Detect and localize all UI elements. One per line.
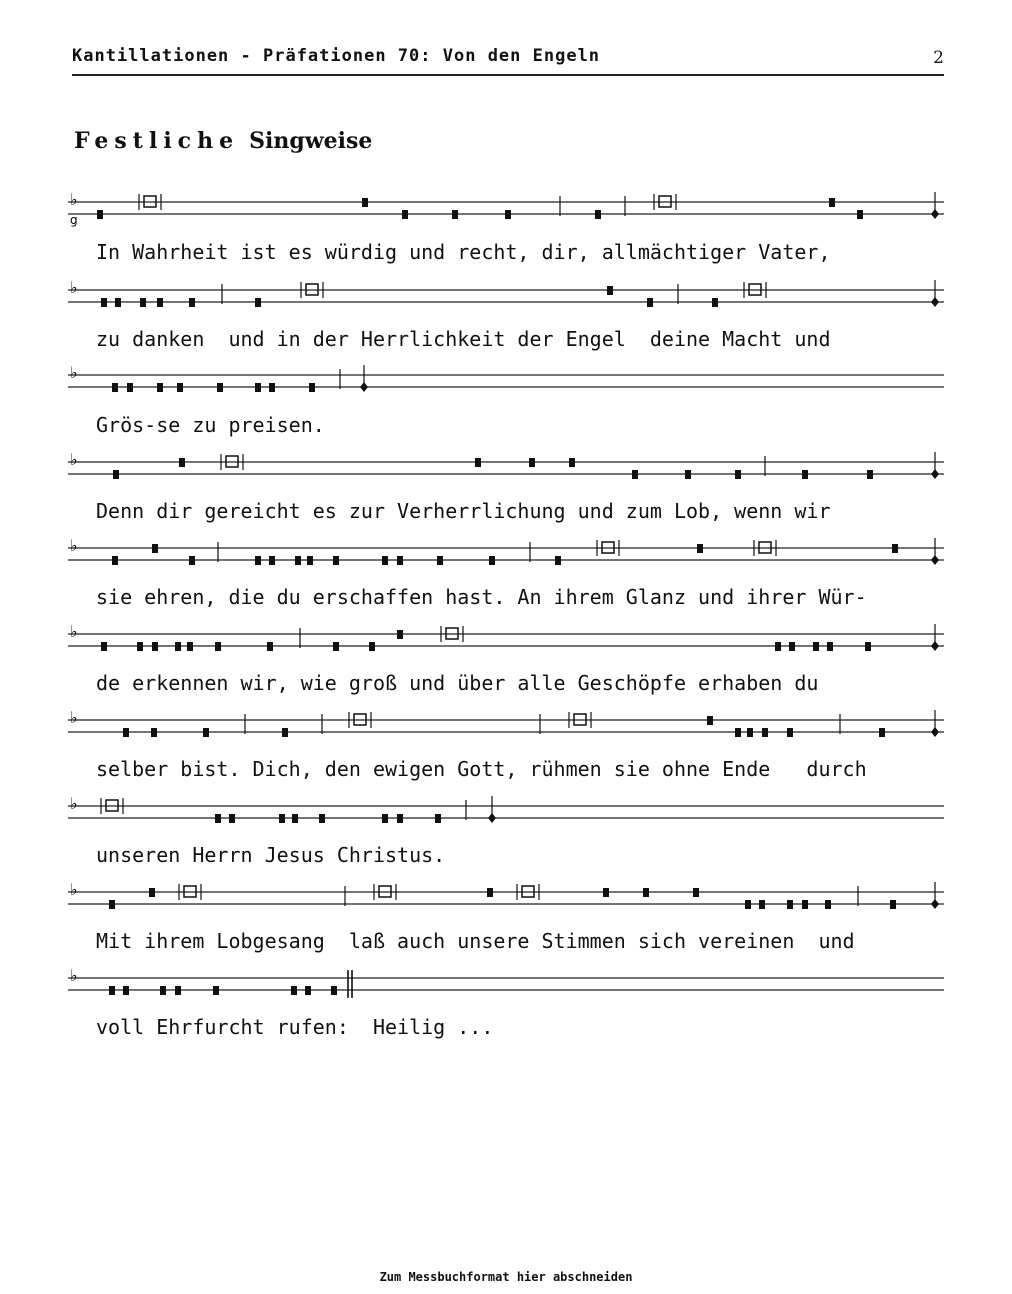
neume-note bbox=[160, 986, 166, 995]
staff-lines bbox=[68, 624, 944, 664]
neume-note bbox=[215, 814, 221, 823]
neume-note bbox=[309, 383, 315, 392]
neume-note bbox=[789, 642, 795, 651]
diamond-note bbox=[931, 209, 939, 219]
chant-staff bbox=[68, 710, 944, 750]
diamond-note bbox=[931, 727, 939, 737]
section-title-rest: Singweise bbox=[249, 128, 373, 154]
flat-clef-icon: ♭ bbox=[70, 882, 78, 899]
neume-note bbox=[712, 298, 718, 307]
flat-clef-icon: ♭ bbox=[70, 538, 78, 555]
neume-note bbox=[101, 298, 107, 307]
staff-lines bbox=[68, 192, 944, 232]
neume-note bbox=[292, 814, 298, 823]
chant-staff bbox=[68, 796, 944, 836]
neume-note bbox=[97, 210, 103, 219]
neume-note bbox=[295, 556, 301, 565]
chant-staff bbox=[68, 968, 944, 1008]
neume-note bbox=[607, 286, 613, 295]
staff-lines bbox=[68, 538, 944, 578]
neume-note bbox=[109, 986, 115, 995]
diamond-note bbox=[931, 297, 939, 307]
neume-note bbox=[762, 728, 768, 737]
neume-note bbox=[697, 544, 703, 553]
diamond-note bbox=[931, 469, 939, 479]
neume-note bbox=[382, 556, 388, 565]
page-number: 2 bbox=[933, 48, 944, 68]
neume-note bbox=[152, 544, 158, 553]
header-title: Kantillationen - Präfationen 70: Von den Engeln bbox=[72, 46, 601, 66]
staff-lines bbox=[68, 796, 944, 836]
flat-clef-icon: ♭ bbox=[70, 365, 78, 382]
lyric-line: voll Ehrfurcht rufen: Heilig ... bbox=[96, 1015, 494, 1039]
chant-staff bbox=[68, 538, 944, 578]
neume-note bbox=[595, 210, 601, 219]
lyric-line: unseren Herrn Jesus Christus. bbox=[96, 843, 446, 867]
neume-note bbox=[775, 642, 781, 651]
neume-note bbox=[279, 814, 285, 823]
neume-note bbox=[647, 298, 653, 307]
neume-note bbox=[137, 642, 143, 651]
neume-note bbox=[333, 642, 339, 651]
lyric-line: selber bist. Dich, den ewigen Gott, rühmen sie ohne Ende durch bbox=[96, 757, 867, 781]
neume-note bbox=[140, 298, 146, 307]
neume-note bbox=[867, 470, 873, 479]
lyric-line: de erkennen wir, wie groß und über alle Geschöpfe erhaben du bbox=[96, 671, 819, 695]
neume-note bbox=[113, 470, 119, 479]
neume-note bbox=[175, 986, 181, 995]
neume-note bbox=[203, 728, 209, 737]
neume-note bbox=[217, 383, 223, 392]
staff-lines bbox=[68, 365, 944, 405]
flat-clef-icon: ♭ bbox=[70, 710, 78, 727]
neume-note bbox=[305, 986, 311, 995]
neume-note bbox=[437, 556, 443, 565]
flat-clef-icon: ♭ bbox=[70, 280, 78, 297]
neume-note bbox=[307, 556, 313, 565]
page-header bbox=[72, 44, 944, 76]
lyric-line: zu danken und in der Herrlichkeit der Engel deine Macht und bbox=[96, 327, 831, 351]
neume-note bbox=[879, 728, 885, 737]
neume-note bbox=[291, 986, 297, 995]
neume-note bbox=[157, 383, 163, 392]
chant-staff bbox=[68, 452, 944, 492]
footer-note: Zum Messbuchformat hier abschneiden bbox=[379, 1270, 633, 1284]
neume-note bbox=[802, 900, 808, 909]
lyric-line: Grös-se zu preisen. bbox=[96, 413, 325, 437]
neume-note bbox=[735, 728, 741, 737]
diamond-note bbox=[931, 555, 939, 565]
flat-clef-icon: ♭ bbox=[70, 192, 78, 209]
neume-note bbox=[475, 458, 481, 467]
lyric-line: Denn dir gereicht es zur Verherrlichung und zum Lob, wenn wir bbox=[96, 499, 831, 523]
neume-note bbox=[362, 198, 368, 207]
diamond-note bbox=[360, 382, 368, 392]
neume-note bbox=[269, 556, 275, 565]
diamond-note bbox=[931, 899, 939, 909]
neume-note bbox=[827, 642, 833, 651]
staff-lines bbox=[68, 882, 944, 922]
neume-note bbox=[745, 900, 751, 909]
neume-note bbox=[890, 900, 896, 909]
neume-note bbox=[643, 888, 649, 897]
neume-note bbox=[402, 210, 408, 219]
staff-lines bbox=[68, 710, 944, 750]
chant-staff bbox=[68, 280, 944, 320]
neume-note bbox=[331, 986, 337, 995]
neume-note bbox=[177, 383, 183, 392]
chant-staff bbox=[68, 192, 944, 232]
neume-note bbox=[487, 888, 493, 897]
neume-note bbox=[382, 814, 388, 823]
neume-note bbox=[569, 458, 575, 467]
neume-note bbox=[865, 642, 871, 651]
neume-note bbox=[759, 900, 765, 909]
neume-note bbox=[397, 630, 403, 639]
neume-note bbox=[157, 298, 163, 307]
neume-note bbox=[555, 556, 561, 565]
neume-note bbox=[123, 986, 129, 995]
neume-note bbox=[215, 642, 221, 651]
neume-note bbox=[319, 814, 325, 823]
neume-note bbox=[179, 458, 185, 467]
diamond-note bbox=[488, 813, 496, 823]
chant-staff bbox=[68, 624, 944, 664]
neume-note bbox=[397, 556, 403, 565]
chant-staff bbox=[68, 365, 944, 405]
neume-note bbox=[452, 210, 458, 219]
neume-note bbox=[369, 642, 375, 651]
flat-clef-icon: ♭ bbox=[70, 968, 78, 985]
neume-note bbox=[829, 198, 835, 207]
neume-note bbox=[747, 728, 753, 737]
neume-note bbox=[151, 728, 157, 737]
neume-note bbox=[229, 814, 235, 823]
neume-note bbox=[787, 900, 793, 909]
neume-note bbox=[529, 458, 535, 467]
neume-note bbox=[109, 900, 115, 909]
neume-note bbox=[123, 728, 129, 737]
section-title-spaced: Festliche bbox=[74, 128, 240, 154]
neume-note bbox=[787, 728, 793, 737]
lyric-line: sie ehren, die du erschaffen hast. An ihrem Glanz und ihrer Wür- bbox=[96, 585, 867, 609]
neume-note bbox=[267, 642, 273, 651]
neume-note bbox=[255, 556, 261, 565]
neume-note bbox=[632, 470, 638, 479]
neume-note bbox=[255, 383, 261, 392]
neume-note bbox=[825, 900, 831, 909]
neume-note bbox=[213, 986, 219, 995]
neume-note bbox=[255, 298, 261, 307]
neume-note bbox=[175, 642, 181, 651]
neume-note bbox=[603, 888, 609, 897]
diamond-note bbox=[931, 641, 939, 651]
staff-lines bbox=[68, 452, 944, 492]
flat-clef-icon: ♭ bbox=[70, 624, 78, 641]
neume-note bbox=[892, 544, 898, 553]
neume-note bbox=[282, 728, 288, 737]
neume-note bbox=[685, 470, 691, 479]
neume-note bbox=[813, 642, 819, 651]
neume-note bbox=[269, 383, 275, 392]
lyric-line: In Wahrheit ist es würdig und recht, dir, allmächtiger Vater, bbox=[96, 240, 831, 264]
neume-note bbox=[189, 556, 195, 565]
neume-note bbox=[115, 298, 121, 307]
flat-clef-icon: ♭ bbox=[70, 452, 78, 469]
section-title bbox=[74, 128, 372, 154]
staff-lines bbox=[68, 280, 944, 320]
neume-note bbox=[397, 814, 403, 823]
neume-note bbox=[693, 888, 699, 897]
neume-note bbox=[707, 716, 713, 725]
neume-note bbox=[435, 814, 441, 823]
neume-note bbox=[735, 470, 741, 479]
neume-note bbox=[505, 210, 511, 219]
neume-note bbox=[857, 210, 863, 219]
lyric-line: Mit ihrem Lobgesang laß auch unsere Stimmen sich vereinen und bbox=[96, 929, 855, 953]
neume-note bbox=[802, 470, 808, 479]
g-clef-letter: g bbox=[70, 213, 78, 227]
flat-clef-icon: ♭ bbox=[70, 796, 78, 813]
neume-note bbox=[189, 298, 195, 307]
chant-staff bbox=[68, 882, 944, 922]
neume-note bbox=[333, 556, 339, 565]
neume-note bbox=[112, 383, 118, 392]
neume-note bbox=[489, 556, 495, 565]
neume-note bbox=[101, 642, 107, 651]
neume-note bbox=[112, 556, 118, 565]
neume-note bbox=[127, 383, 133, 392]
staff-lines bbox=[68, 968, 944, 1008]
neume-note bbox=[149, 888, 155, 897]
neume-note bbox=[152, 642, 158, 651]
neume-note bbox=[187, 642, 193, 651]
